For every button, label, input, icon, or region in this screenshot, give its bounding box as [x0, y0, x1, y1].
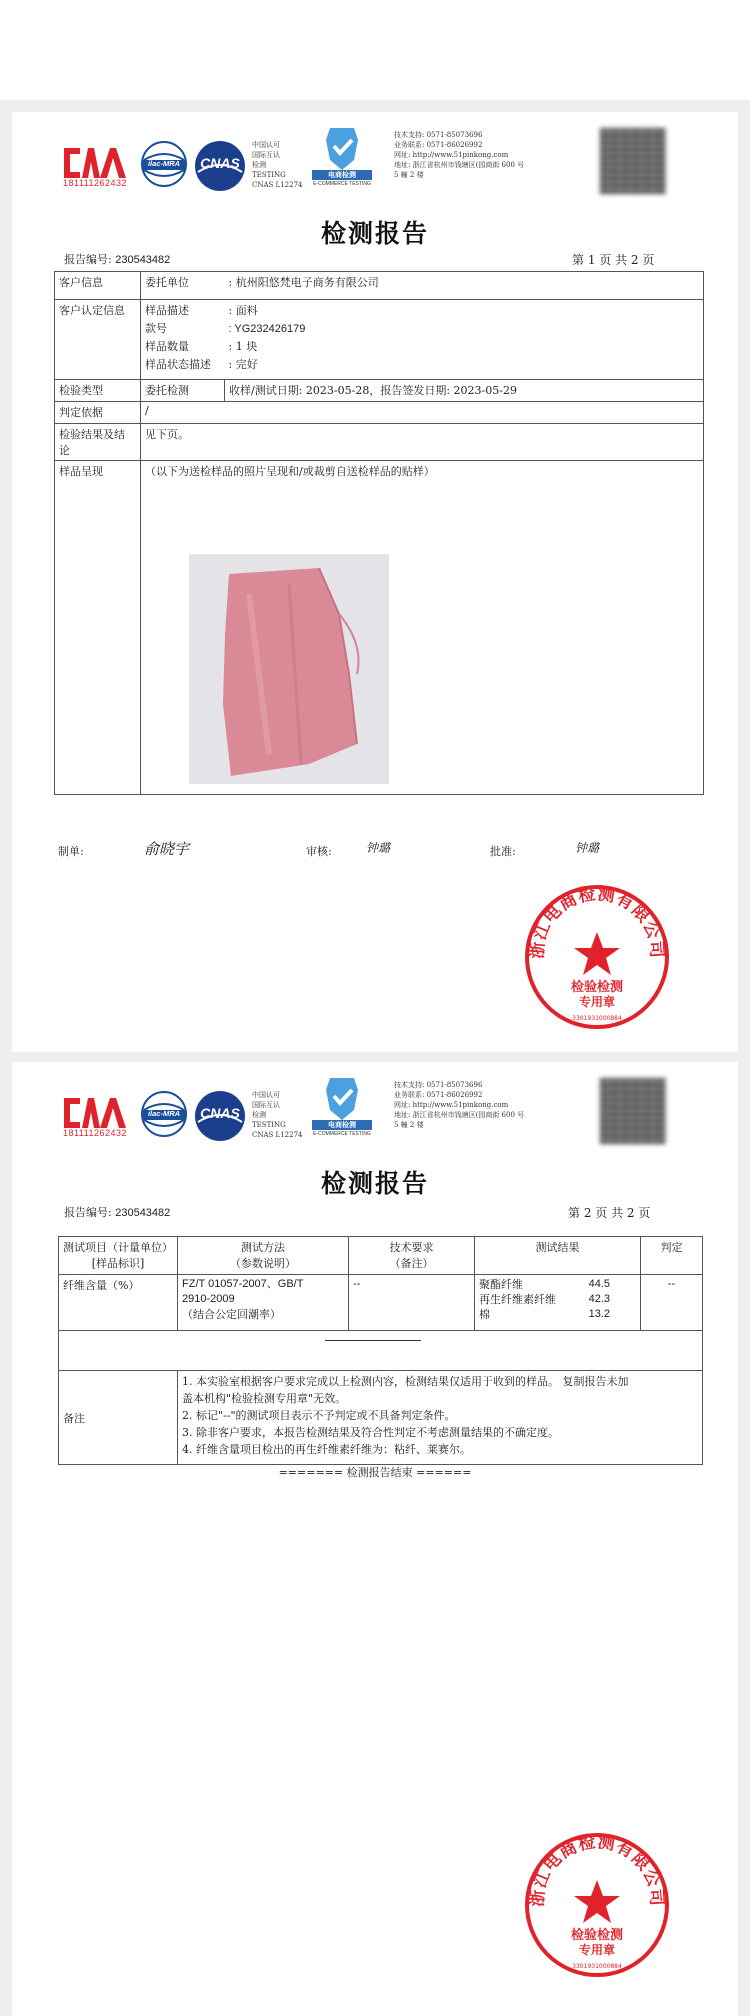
basis-value: /: [141, 402, 704, 424]
result-line: 棉 13.2: [479, 1308, 610, 1321]
notes-label: 备注: [59, 1371, 178, 1465]
seal-line2: 专用章: [578, 995, 616, 1009]
cma-number: 181111262432: [62, 178, 128, 188]
col-requirement: 技术要求 （备注）: [349, 1237, 475, 1275]
client-value: : 杭州阳悠梵电子商务有限公司: [225, 272, 704, 300]
table-row-blank: [59, 1331, 703, 1371]
page-indicator: 第 2 页 共 2 页: [568, 1206, 651, 1220]
report-page-1: [12, 112, 738, 1052]
ec-testing-badge: [312, 1076, 372, 1136]
seal-line2: 专用章: [578, 1943, 616, 1957]
top-band: [0, 0, 750, 100]
cma-logo: [60, 1090, 130, 1142]
client-label: 客户信息: [55, 272, 141, 300]
signature-review: 钟璐: [366, 841, 391, 855]
client-field: 委托单位: [141, 272, 225, 300]
seal-company: 浙江电商检测有限公司: [527, 1832, 667, 1908]
cma-number: 181111262432: [62, 1128, 128, 1138]
accreditation-lines: 中国认可 国际互认 检测 TESTING CNAS L12274: [252, 1091, 303, 1139]
photo-label: 样品呈现: [55, 461, 141, 795]
col-judge: 判定: [641, 1237, 703, 1275]
photo-caption: （以下为送检样品的照片呈现和/或裁剪自送检样品的贴样）: [145, 465, 435, 478]
results-table: [58, 1236, 703, 1465]
result-line: 聚酯纤维 44.5: [479, 1278, 610, 1291]
seal-number: 3301931000884: [572, 1963, 622, 1970]
signature-approve: 钟璐: [575, 841, 600, 855]
result-value: 见下页。: [141, 424, 704, 461]
result-label: 检验结果及结 论: [55, 424, 141, 461]
signoff-review: 审核:: [306, 845, 332, 858]
sample-label: 客户认定信息: [55, 300, 141, 380]
seal-line1: 检验检测: [570, 1928, 624, 1943]
table-row: [55, 300, 704, 380]
ilac-logo: [140, 1090, 188, 1138]
row-item: 纤维含量（%）: [59, 1275, 178, 1331]
report-number: 报告编号: 230543482: [64, 253, 171, 266]
ilac-text: ilac-MRA: [147, 1109, 181, 1118]
basis-label: 判定依据: [55, 402, 141, 424]
signoff-made: 制单:: [58, 845, 84, 858]
cma-logo: [60, 140, 130, 192]
seal-line1: 检验检测: [570, 980, 624, 995]
contact-lines: 技术支持: 0571-85073696 业务联系: 0571-86026992 网址: http://www.51pinkong.com 地址: 浙江省杭州市钱塘区(园商街 600 号 5 幢 2 楼: [394, 131, 525, 179]
seal-company: 浙江电商检测有限公司: [527, 884, 667, 960]
col-item: 测试项目（计量单位） [样品标识]: [59, 1237, 178, 1275]
ilac-text: ilac-MRA: [147, 159, 181, 168]
dates-value: 收样/测试日期: 2023-05-28，报告签发日期: 2023-05-29: [225, 380, 704, 402]
table-row: [55, 424, 704, 461]
sample-photo: [189, 554, 389, 784]
qr-code: [600, 1078, 666, 1144]
ec-badge-text: 电商检测: [312, 1120, 372, 1130]
page-title: 检测报告: [320, 1169, 429, 1198]
cnas-text: CNAS: [200, 155, 240, 171]
accreditation-lines: 中国认可 国际互认 检测 TESTING CNAS L12274: [252, 141, 303, 189]
table-header-row: [59, 1237, 703, 1275]
notes-cell: 1. 本实验室根据客户要求完成以上检测内容，检测结果仅适用于收到的样品。 复制报告未加 盖本机构"检验检测专用章"无效。 2. 标记"--"的测试项目表示不予判定或不具备判定条件。 3. 除非客户要求，本报告检测结果及符合性判定不考虑测量结果的不确定度。 4. 纤维含量项目检出的再生纤维素纤维为：粘纤、莱赛尔。: [178, 1371, 703, 1465]
report-end-marker: ======= 检测报告结束 ======: [278, 1466, 472, 1479]
official-seal: [522, 882, 672, 1032]
table-row: [55, 380, 704, 402]
result-line: 再生纤维素纤维 42.3: [479, 1293, 610, 1306]
table-row: [59, 1275, 703, 1331]
official-seal: [522, 1830, 672, 1980]
qr-code: [600, 128, 666, 194]
ilac-logo: [140, 140, 188, 188]
report-page-2: [12, 1062, 738, 2016]
cnas-logo: [194, 140, 246, 192]
row-requirement: --: [349, 1275, 475, 1331]
page-title: 检测报告: [320, 219, 429, 248]
sample-fields: 样品描述 款号 样品数量 样品状态描述: [141, 300, 225, 380]
ec-badge-sub: E-COMMERCE TESTING: [313, 181, 371, 187]
ec-badge-text: 电商检测: [312, 170, 372, 180]
report-number: 报告编号: 230543482: [64, 1206, 171, 1219]
table-row: [55, 402, 704, 424]
table-row-notes: [59, 1371, 703, 1465]
col-method: 测试方法 （参数说明）: [178, 1237, 349, 1275]
type-value: 委托检测: [141, 380, 225, 402]
page-indicator: 第 1 页 共 2 页: [572, 253, 655, 267]
cnas-text: CNAS: [200, 1105, 240, 1121]
divider-line: [325, 1340, 421, 1341]
table-row: [55, 272, 704, 300]
ec-badge-sub: E-COMMERCE TESTING: [313, 1131, 371, 1137]
sample-values: : 面料 : YG232426179 : 1 块 : 完好: [225, 300, 704, 380]
row-method: FZ/T 01057-2007、GB/T 2910-2009 （结合公定回潮率）: [178, 1275, 349, 1331]
col-result: 测试结果: [475, 1237, 641, 1275]
seal-number: 3301931000884: [572, 1015, 622, 1022]
cnas-logo: [194, 1090, 246, 1142]
type-label: 检验类型: [55, 380, 141, 402]
signature-made: 俞晓宇: [144, 840, 190, 858]
signoff-approve: 批准:: [490, 845, 516, 858]
row-results: [475, 1275, 641, 1331]
blank-row: [59, 1331, 703, 1371]
contact-lines: 技术支持: 0571-85073696 业务联系: 0571-86026992 网址: http://www.51pinkong.com 地址: 浙江省杭州市钱塘区(园商街 600 号 5 幢 2 楼: [394, 1081, 525, 1129]
ec-testing-badge: [312, 126, 372, 186]
row-judge: --: [641, 1275, 703, 1331]
